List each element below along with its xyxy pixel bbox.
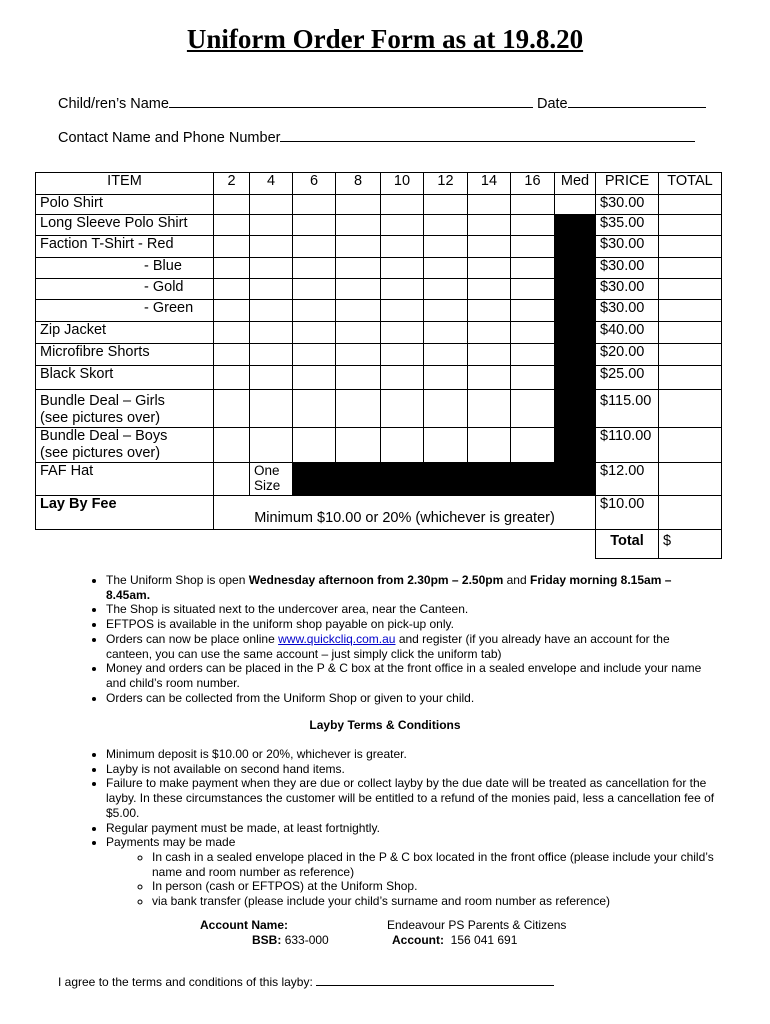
unavailable-cell (424, 463, 468, 496)
qty-cell[interactable] (381, 258, 424, 279)
qty-cell[interactable] (424, 195, 468, 215)
qty-cell[interactable] (381, 366, 424, 390)
unavailable-cell (555, 215, 596, 236)
list-item: • The Shop is situated next to the undercover area, near the Canteen. (106, 602, 718, 617)
qty-cell[interactable] (468, 195, 511, 215)
qty-cell[interactable] (293, 300, 336, 322)
qty-cell[interactable] (511, 279, 555, 300)
header-size-4: 4 (250, 173, 293, 195)
item-name: Black Skort (36, 366, 214, 390)
qty-cell[interactable] (511, 390, 555, 428)
unavailable-cell (468, 463, 511, 496)
total-cell[interactable] (659, 215, 722, 236)
qty-cell[interactable] (511, 258, 555, 279)
qty-cell[interactable] (336, 322, 381, 344)
total-cell[interactable] (659, 496, 722, 530)
friday-hours: Friday morning 8.15am – 8.45am. (106, 573, 672, 602)
qty-cell[interactable] (424, 300, 468, 322)
qty-cell[interactable] (424, 236, 468, 258)
qty-cell[interactable] (250, 300, 293, 322)
item-price: $35.00 (596, 215, 659, 236)
qty-cell[interactable] (424, 279, 468, 300)
qty-cell[interactable] (336, 390, 381, 428)
header-total: TOTAL (659, 173, 722, 195)
qty-cell[interactable] (468, 300, 511, 322)
qty-cell[interactable] (293, 344, 336, 366)
item-price: $30.00 (596, 300, 659, 322)
table-row (36, 215, 722, 236)
account-name-value: Endeavour PS Parents & Citizens (387, 918, 567, 932)
header-size-med: Med (555, 173, 596, 195)
total-cell[interactable] (659, 366, 722, 390)
bsb-label: BSB: (252, 933, 282, 947)
item-price: $115.00 (596, 390, 659, 428)
list-item: • Failure to make payment when they are due or collect layby by the due date will be treated as cancellation for the layby. In these circumstances the customer will be entitled to a refund of the monies paid, less a cancellation fee of $5.00. (106, 776, 718, 820)
item-name: Microfibre Shorts (36, 344, 214, 366)
qty-cell[interactable] (336, 344, 381, 366)
item-name (36, 428, 214, 463)
qty-cell[interactable] (468, 390, 511, 428)
item-name: Polo Shirt (36, 195, 214, 215)
qty-cell[interactable] (293, 236, 336, 258)
qty-cell[interactable] (214, 322, 250, 344)
item-name: FAF Hat (36, 463, 214, 496)
qty-cell[interactable] (214, 344, 250, 366)
qty-cell[interactable] (293, 195, 336, 215)
layby-terms-list (78, 747, 718, 909)
unavailable-cell (293, 463, 336, 496)
unavailable-cell (555, 463, 596, 496)
qty-cell[interactable] (424, 215, 468, 236)
bsb-row (252, 933, 329, 948)
qty-cell[interactable] (293, 428, 336, 463)
item-name: - Green (36, 300, 214, 322)
qty-cell[interactable] (214, 195, 250, 215)
table-row (36, 428, 722, 463)
item-price: $40.00 (596, 322, 659, 344)
header-item: ITEM (36, 173, 214, 195)
date-label: Date (536, 96, 568, 112)
unavailable-cell (555, 236, 596, 258)
qty-cell[interactable] (511, 428, 555, 463)
qty-cell[interactable] (468, 428, 511, 463)
bsb-value: 633-000 (284, 933, 329, 947)
qty-cell[interactable] (250, 390, 293, 428)
list-item: • Money and orders can be placed in the P & C box at the front office in a sealed envelope and include your name and child’s room number. (106, 661, 718, 690)
wednesday-hours: Wednesday afternoon from 2.30pm – 2.50pm (248, 573, 504, 587)
qty-cell[interactable] (468, 344, 511, 366)
item-price: $10.00 (596, 496, 659, 530)
table-row (36, 258, 722, 279)
quickcliq-link[interactable]: www.quickcliq.com.au (278, 631, 396, 646)
table-row (36, 390, 722, 428)
qty-cell[interactable] (511, 215, 555, 236)
agreement-row (58, 974, 554, 989)
see-pictures-note: (see pictures over) (40, 410, 161, 426)
qty-cell[interactable] (555, 195, 596, 215)
qty-cell[interactable] (336, 428, 381, 463)
qty-cell[interactable] (468, 215, 511, 236)
qty-cell[interactable] (214, 258, 250, 279)
qty-cell[interactable] (468, 279, 511, 300)
total-cell[interactable] (659, 279, 722, 300)
qty-cell[interactable] (293, 258, 336, 279)
total-row (36, 530, 722, 559)
item-name: Faction T-Shirt - Red (36, 236, 214, 258)
list-item: • EFTPOS is available in the uniform shop payable on pick-up only. (106, 617, 718, 632)
total-label: Total (596, 530, 659, 559)
total-cell[interactable] (659, 236, 722, 258)
payment-methods-list (106, 850, 718, 909)
qty-cell[interactable] (214, 300, 250, 322)
signature-field[interactable] (316, 974, 554, 986)
qty-cell[interactable] (381, 195, 424, 215)
qty-cell[interactable] (250, 428, 293, 463)
table-row (36, 236, 722, 258)
header-size-12: 12 (424, 173, 468, 195)
qty-cell[interactable] (250, 344, 293, 366)
layby-minimum-note: Minimum $10.00 or 20% (whichever is greater) (214, 496, 596, 530)
child-name-label: Child/ren’s Name (58, 96, 169, 112)
item-name: - Blue (36, 258, 214, 279)
qty-cell[interactable] (468, 366, 511, 390)
qty-cell[interactable] (214, 390, 250, 428)
unavailable-cell (555, 344, 596, 366)
qty-cell[interactable] (424, 258, 468, 279)
item-name (36, 390, 214, 428)
total-cell[interactable] (659, 300, 722, 322)
qty-cell[interactable] (214, 463, 250, 496)
bundle-girls-label: Bundle Deal – Girls (40, 393, 165, 409)
qty-cell[interactable] (214, 215, 250, 236)
table-row (36, 366, 722, 390)
layby-heading: Layby Terms & Conditions (309, 718, 461, 732)
qty-cell[interactable] (336, 279, 381, 300)
list-item: • Payments may be made ◦ In cash in a sealed envelope placed in the P & C box located in the front office (please include your child’s name and room number as reference) ◦ In person (cash or EFTPOS) at the Uniform Shop. ◦ via bank transfer (please include your child’s surname and room number as reference) (106, 835, 718, 909)
header-size-16: 16 (511, 173, 555, 195)
qty-cell[interactable] (381, 279, 424, 300)
qty-cell[interactable] (511, 300, 555, 322)
table-row (36, 344, 722, 366)
bundle-boys-label: Bundle Deal – Boys (40, 428, 168, 444)
item-price: $25.00 (596, 366, 659, 390)
qty-cell[interactable] (250, 322, 293, 344)
qty-cell[interactable] (336, 236, 381, 258)
qty-cell[interactable] (214, 428, 250, 463)
total-cell[interactable] (659, 390, 722, 428)
qty-cell[interactable] (250, 366, 293, 390)
item-name: Lay By Fee (36, 496, 214, 530)
header-size-10: 10 (381, 173, 424, 195)
unavailable-cell (555, 322, 596, 344)
shop-info-list (78, 573, 718, 705)
qty-cell[interactable] (468, 258, 511, 279)
order-table (35, 172, 722, 559)
agreement-label: I agree to the terms and conditions of this layby: (58, 975, 313, 989)
unavailable-cell (511, 463, 555, 496)
qty-cell[interactable] (293, 366, 336, 390)
item-price: $30.00 (596, 236, 659, 258)
table-row (36, 463, 722, 496)
qty-cell[interactable] (424, 322, 468, 344)
qty-cell[interactable] (250, 215, 293, 236)
qty-cell[interactable] (336, 195, 381, 215)
qty-cell[interactable] (511, 344, 555, 366)
qty-cell[interactable] (381, 236, 424, 258)
qty-cell[interactable] (511, 195, 555, 215)
table-row (36, 300, 722, 322)
unavailable-cell (555, 428, 596, 463)
total-cell[interactable] (659, 195, 722, 215)
total-cell[interactable] (659, 258, 722, 279)
item-name: Zip Jacket (36, 322, 214, 344)
item-price: $20.00 (596, 344, 659, 366)
qty-cell[interactable] (293, 279, 336, 300)
header-size-8: 8 (336, 173, 381, 195)
item-price: $30.00 (596, 195, 659, 215)
qty-cell[interactable] (250, 195, 293, 215)
total-cell[interactable] (659, 344, 722, 366)
see-pictures-note: (see pictures over) (40, 445, 161, 461)
qty-cell[interactable] (336, 366, 381, 390)
item-price: $30.00 (596, 258, 659, 279)
qty-cell[interactable] (381, 428, 424, 463)
contact-label: Contact Name and Phone Number (58, 130, 281, 146)
one-size-cell[interactable]: One Size (250, 463, 293, 496)
contact-row (58, 127, 695, 146)
list-item: • Orders can be collected from the Uniform Shop or given to your child. (106, 691, 718, 706)
qty-cell[interactable] (511, 322, 555, 344)
total-cell[interactable] (659, 322, 722, 344)
qty-cell[interactable] (250, 258, 293, 279)
qty-cell[interactable] (293, 322, 336, 344)
account-number-row (392, 933, 517, 948)
contact-field[interactable] (280, 127, 695, 142)
unavailable-cell (336, 463, 381, 496)
qty-cell[interactable] (250, 279, 293, 300)
table-row (36, 195, 722, 215)
qty-cell[interactable] (511, 236, 555, 258)
qty-cell[interactable] (214, 279, 250, 300)
header-size-6: 6 (293, 173, 336, 195)
header-size-14: 14 (468, 173, 511, 195)
unavailable-cell (555, 300, 596, 322)
qty-cell[interactable] (381, 322, 424, 344)
total-cell[interactable] (659, 428, 722, 463)
qty-cell[interactable] (511, 366, 555, 390)
table-row (36, 496, 722, 530)
form-title: Uniform Order Form as at 19.8.20 (186, 24, 584, 54)
table-row (36, 279, 722, 300)
qty-cell[interactable] (214, 366, 250, 390)
qty-cell[interactable] (336, 300, 381, 322)
qty-cell[interactable] (424, 428, 468, 463)
account-number-value: 156 041 691 (450, 933, 518, 947)
qty-cell[interactable] (336, 258, 381, 279)
qty-cell[interactable] (381, 300, 424, 322)
item-price: $30.00 (596, 279, 659, 300)
list-item: • Layby is not available on second hand items. (106, 762, 718, 777)
qty-cell[interactable] (381, 390, 424, 428)
header-size-2: 2 (214, 173, 250, 195)
item-price: $110.00 (596, 428, 659, 463)
list-item: • Orders can now be place online www.quickcliq.com.au and register (if you already have an account for the canteen, you can use the same account – just simply click the uniform tab) (106, 632, 718, 661)
unavailable-cell (555, 279, 596, 300)
qty-cell[interactable] (214, 236, 250, 258)
qty-cell[interactable] (468, 322, 511, 344)
table-row (36, 322, 722, 344)
account-number-label: Account: (392, 933, 444, 947)
header-price: PRICE (596, 173, 659, 195)
qty-cell[interactable] (381, 215, 424, 236)
table-header-row (36, 173, 722, 195)
qty-cell[interactable] (293, 215, 336, 236)
list-item: ◦ In cash in a sealed envelope placed in the P & C box located in the front office (please include your child’s name and room number as reference) (152, 850, 718, 879)
item-name: Long Sleeve Polo Shirt (36, 215, 214, 236)
grand-total-field[interactable]: $ (659, 530, 722, 559)
qty-cell[interactable] (381, 344, 424, 366)
qty-cell[interactable] (250, 236, 293, 258)
qty-cell[interactable] (468, 236, 511, 258)
unavailable-cell (555, 390, 596, 428)
child-name-row (58, 93, 706, 112)
qty-cell[interactable] (293, 390, 336, 428)
qty-cell[interactable] (424, 344, 468, 366)
item-name: - Gold (36, 279, 214, 300)
list-item: • Minimum deposit is $10.00 or 20%, whichever is greater. (106, 747, 718, 762)
unavailable-cell (555, 258, 596, 279)
list-item: ◦ via bank transfer (please include your child’s surname and room number as reference) (152, 894, 718, 909)
unavailable-cell (381, 463, 424, 496)
list-item: • Regular payment must be made, at least fortnightly. (106, 821, 718, 836)
total-cell[interactable] (659, 463, 722, 496)
list-item: • The Uniform Shop is open Wednesday afternoon from 2.30pm – 2.50pm and Friday morning 8.15am – 8.45am. (106, 573, 718, 602)
qty-cell[interactable] (424, 366, 468, 390)
qty-cell[interactable] (424, 390, 468, 428)
item-price: $12.00 (596, 463, 659, 496)
date-field[interactable] (568, 93, 706, 108)
qty-cell[interactable] (336, 215, 381, 236)
account-name-label: Account Name: (200, 918, 289, 932)
child-name-field[interactable] (169, 93, 533, 108)
unavailable-cell (555, 366, 596, 390)
list-item: ◦ In person (cash or EFTPOS) at the Uniform Shop. (152, 879, 718, 894)
